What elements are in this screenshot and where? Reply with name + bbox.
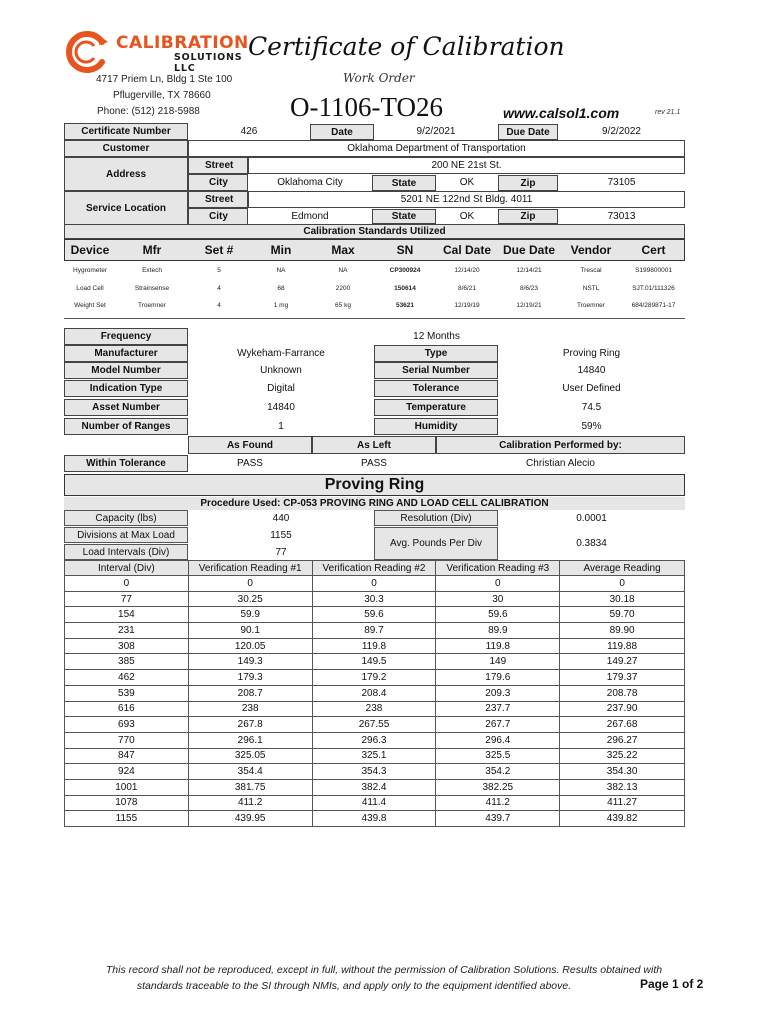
standards-cell-set: 4 [217,301,221,309]
table-cell-interval: 1001 [65,779,189,795]
section-divider [64,318,685,319]
standards-cell-device: Load Cell [76,284,104,292]
page-number: Page 1 of 2 [640,977,704,991]
table-cell-reading-3: 209.3 [436,685,560,701]
table-cell-reading-1: 354.4 [188,764,312,780]
standards-cell-device: Hygrometer [73,266,107,274]
table-cell-reading-3: 149 [436,654,560,670]
table-cell-reading-1: 179.3 [188,670,312,686]
table-cell-average: 439.82 [560,811,685,827]
table-cell-reading-3: 325.5 [436,748,560,764]
table-cell-reading-1: 59.9 [188,607,312,623]
address-zip-label: Zip [498,175,558,191]
service-zip: 73013 [607,211,636,222]
tolerance-value: User Defined [562,383,621,394]
table-row [65,717,685,733]
certificate-date: 9/2/2021 [416,126,456,137]
table-cell-average: 296.27 [560,732,685,748]
table-cell-reading-2: 238 [312,701,436,717]
performed-by-label: Calibration Performed by: [436,436,685,454]
standards-cell-sn: 150614 [394,284,416,292]
table-cell-average: 325.22 [560,748,685,764]
temperature-label: Temperature [374,399,498,416]
avg-pounds-value: 0.3834 [576,538,607,549]
within-tolerance-label: Within Tolerance [64,455,188,472]
table-cell-reading-2: 267.55 [312,717,436,733]
standards-header-sn: SN [396,243,414,257]
humidity-value: 59% [581,421,602,432]
standards-cell-due-date: 8/6/23 [519,284,539,292]
model-label: Model Number [64,362,188,379]
avg-pounds-label: Avg. Pounds Per Div [374,527,498,560]
table-cell-interval: 616 [65,701,189,717]
table-cell-reading-3: 119.8 [436,638,560,654]
table-header-reading-1: Verification Reading #1 [188,561,312,576]
table-cell-average: 119.88 [560,638,685,654]
table-cell-reading-1: 411.2 [188,795,312,811]
divisions-value: 1155 [270,529,292,541]
table-cell-interval: 1078 [65,795,189,811]
table-cell-reading-2: 208.4 [312,685,436,701]
standards-cell-mfr: Troemner [138,301,166,309]
number-of-ranges-label: Number of Ranges [64,418,188,435]
table-cell-interval: 77 [65,591,189,607]
service-city: Edmond [291,211,329,222]
customer-label: Customer [64,140,188,157]
as-left-label: As Left [312,436,436,454]
table-cell-reading-1: 238 [188,701,312,717]
table-cell-interval: 385 [65,654,189,670]
service-location-label: Service Location [64,191,188,225]
standards-cell-max: 2200 [335,284,351,292]
table-cell-average: 267.68 [560,717,685,733]
standards-cell-cal-date: 12/19/19 [454,301,480,309]
as-found-value: PASS [237,458,263,469]
model-value: Unknown [260,365,302,376]
table-cell-interval: 0 [65,576,189,592]
work-order-label: Work Order [343,71,415,85]
load-intervals-value: 77 [275,546,287,558]
standards-cell-cert: 684/289871-17 [631,301,676,309]
capacity-label: Capacity (lbs) [64,510,188,526]
standards-header-device: Device [70,243,110,257]
table-cell-average: 0 [560,576,685,592]
phone-number: Phone: (512) 218-5988 [97,106,200,117]
tolerance-label: Tolerance [374,380,498,397]
table-cell-average: 237.90 [560,701,685,717]
standards-header-min: Min [270,243,292,257]
standards-title: Calibration Standards Utilized [64,224,685,239]
table-cell-interval: 462 [65,670,189,686]
standards-cell-due-date: 12/19/21 [516,301,542,309]
standards-header-mfr: Mfr [142,243,162,257]
standards-cell-device: Weight Set [74,301,106,309]
customer-name: Oklahoma Department of Transportation [188,140,685,157]
type-value: Proving Ring [562,348,621,359]
table-cell-reading-2: 59.6 [312,607,436,623]
type-label: Type [374,345,498,362]
frequency-value: 12 Months [413,331,460,342]
standards-header-vendor: Vendor [570,243,612,257]
address-label: Address [64,157,188,191]
address-city: Oklahoma City [277,177,343,188]
table-cell-reading-2: 30.3 [312,591,436,607]
table-cell-reading-3: 439.7 [436,811,560,827]
table-cell-average: 149.27 [560,654,685,670]
calibration-logo-icon [64,30,108,74]
table-cell-average: 208.78 [560,685,685,701]
standards-cell-cal-date: 12/14/20 [454,266,480,274]
service-state: OK [459,211,475,222]
capacity-value: 440 [272,512,290,524]
table-cell-reading-3: 89.9 [436,623,560,639]
table-header-interval: Interval (Div) [65,561,189,576]
frequency-label: Frequency [64,328,188,345]
footer-line-1: This record shall not be reproduced, except in full, without the permission of Calibration Solutions. Results obtained with [105,964,663,976]
manufacturer-label: Manufacturer [64,345,188,362]
logo-subtitle: SOLUTIONS LLC [174,52,243,74]
certificate-number-label: Certificate Number [64,123,188,140]
table-header-average: Average Reading [560,561,685,576]
table-cell-reading-3: 296.4 [436,732,560,748]
standards-cell-min: 68 [277,284,285,292]
table-cell-interval: 924 [65,764,189,780]
standards-cell-sn: CP300924 [389,266,421,274]
standards-header-cert: Cert [641,243,666,257]
table-cell-reading-3: 267.7 [436,717,560,733]
table-cell-reading-2: 411.4 [312,795,436,811]
standards-cell-due-date: 12/14/21 [516,266,542,274]
table-row [65,811,685,827]
table-row [65,591,685,607]
table-cell-reading-2: 439.8 [312,811,436,827]
table-cell-interval: 847 [65,748,189,764]
table-row [65,638,685,654]
standards-header-max: Max [331,243,355,257]
service-state-label: State [372,209,436,224]
table-cell-reading-1: 149.3 [188,654,312,670]
table-cell-reading-2: 382.4 [312,779,436,795]
table-cell-interval: 770 [65,732,189,748]
table-header-reading-3: Verification Reading #3 [436,561,560,576]
manufacturer-value: Wykeham-Farrance [237,348,325,359]
table-row [65,795,685,811]
table-cell-reading-2: 149.5 [312,654,436,670]
standards-cell-set: 4 [217,284,221,292]
table-cell-reading-2: 354.3 [312,764,436,780]
table-cell-interval: 231 [65,623,189,639]
certificate-number: 426 [240,126,258,137]
table-cell-reading-3: 237.7 [436,701,560,717]
table-cell-reading-2: 296.3 [312,732,436,748]
table-cell-reading-1: 0 [188,576,312,592]
humidity-label: Humidity [374,418,498,435]
table-cell-reading-2: 89.7 [312,623,436,639]
table-cell-average: 89.90 [560,623,685,639]
table-cell-reading-1: 267.8 [188,717,312,733]
table-row [65,701,685,717]
table-cell-reading-3: 382.25 [436,779,560,795]
work-order-number: O-1106-TO26 [290,92,443,122]
table-row [65,748,685,764]
table-cell-reading-2: 119.8 [312,638,436,654]
standards-cell-min: 1 mg [273,301,289,309]
website-link[interactable]: www.calsol1.com [503,105,620,121]
table-row [65,623,685,639]
table-cell-interval: 539 [65,685,189,701]
verification-table-header [65,561,685,576]
load-intervals-label: Load Intervals (Div) [64,544,188,560]
table-row [65,764,685,780]
footer-line-2: standards traceable to the SI through NMIs, and apply only to the equipment identified above. [136,980,572,992]
table-cell-average: 179.37 [560,670,685,686]
table-row [65,732,685,748]
table-cell-reading-1: 120.05 [188,638,312,654]
address-street: 200 NE 21st St. [248,157,685,174]
table-cell-reading-3: 411.2 [436,795,560,811]
standards-cell-max: 65 kg [335,301,351,309]
table-cell-reading-2: 179.2 [312,670,436,686]
table-cell-reading-1: 90.1 [188,623,312,639]
table-cell-reading-3: 354.2 [436,764,560,780]
table-cell-interval: 308 [65,638,189,654]
standards-header-due-date: Due Date [502,243,555,257]
address-city-label: City [188,174,248,191]
service-zip-label: Zip [498,209,558,224]
service-street-label: Street [188,191,248,208]
indication-type-value: Digital [267,383,295,394]
standards-cell-cal-date: 8/6/21 [457,284,477,292]
standards-cell-max: NA [338,266,348,274]
table-cell-reading-3: 179.6 [436,670,560,686]
table-cell-reading-1: 296.1 [188,732,312,748]
table-cell-reading-1: 208.7 [188,685,312,701]
table-row [65,654,685,670]
table-cell-interval: 693 [65,717,189,733]
table-cell-interval: 154 [65,607,189,623]
table-cell-reading-3: 59.6 [436,607,560,623]
serial-value: 14840 [577,365,606,376]
standards-cell-min: NA [276,266,286,274]
standards-cell-vendor: Troemner [577,301,605,309]
table-cell-reading-1: 325.05 [188,748,312,764]
resolution-value: 0.0001 [576,512,607,524]
table-row [65,685,685,701]
certificate-title: Certificate of Calibration [248,32,565,61]
address-street-label: Street [188,157,248,174]
address-line-2: Pflugerville, TX 78660 [113,90,211,101]
table-cell-average: 354.30 [560,764,685,780]
address-state: OK [459,177,475,188]
table-cell-reading-2: 325.1 [312,748,436,764]
company-logo [64,30,249,74]
logo-name: CALIBRATION [116,33,249,53]
standards-header-set: Set # [204,243,234,257]
temperature-value: 74.5 [581,402,602,413]
standards-cell-vendor: Trescal [580,266,602,274]
standards-cell-cert: S199800001 [635,266,672,274]
number-of-ranges-value: 1 [278,421,284,432]
table-cell-reading-3: 30 [436,591,560,607]
standards-cell-cert: SJT.01/111326 [632,284,675,292]
table-cell-average: 30.18 [560,591,685,607]
procedure-used: Procedure Used: CP-053 PROVING RING AND LOAD CELL CALIBRATION [64,497,685,510]
standards-cell-mfr: Extech [142,266,162,274]
table-row [65,576,685,592]
proving-ring-title: Proving Ring [64,474,685,496]
due-date-label: Due Date [498,124,558,140]
divisions-label: Divisions at Max Load [64,527,188,543]
asset-number-label: Asset Number [64,399,188,416]
date-label: Date [310,124,374,140]
table-cell-average: 59.70 [560,607,685,623]
standards-cell-vendor: NSTL [582,284,600,292]
table-row [65,670,685,686]
standards-header-cal-date: Cal Date [442,243,492,257]
address-zip: 73105 [607,177,636,188]
certificate-due-date: 9/2/2022 [602,126,641,137]
table-cell-reading-1: 30.25 [188,591,312,607]
as-left-value: PASS [361,458,387,469]
table-cell-average: 411.27 [560,795,685,811]
table-cell-reading-1: 381.75 [188,779,312,795]
service-street: 5201 NE 122nd St Bldg. 4011 [248,191,685,208]
standards-cell-set: 5 [217,266,221,274]
table-header-reading-2: Verification Reading #2 [312,561,436,576]
standards-cell-sn: 53621 [395,301,415,309]
serial-label: Serial Number [374,362,498,379]
table-row [65,779,685,795]
indication-type-label: Indication Type [64,380,188,397]
address-line-1: 4717 Priem Ln, Bldg 1 Ste 100 [96,74,233,85]
table-row [65,607,685,623]
table-cell-interval: 1155 [65,811,189,827]
table-cell-reading-1: 439.95 [188,811,312,827]
technician-name: Christian Alecio [526,458,595,469]
service-city-label: City [188,208,248,225]
revision-label: rev 21.1 [655,109,681,116]
footer-disclaimer [64,962,704,994]
as-found-label: As Found [188,436,312,454]
verification-table [64,560,685,827]
asset-number-value: 14840 [267,402,295,413]
standards-cell-mfr: Strainsense [134,284,170,292]
table-cell-reading-2: 0 [312,576,436,592]
resolution-label: Resolution (Div) [374,510,498,526]
table-cell-average: 382.13 [560,779,685,795]
address-state-label: State [372,175,436,191]
table-cell-reading-3: 0 [436,576,560,592]
